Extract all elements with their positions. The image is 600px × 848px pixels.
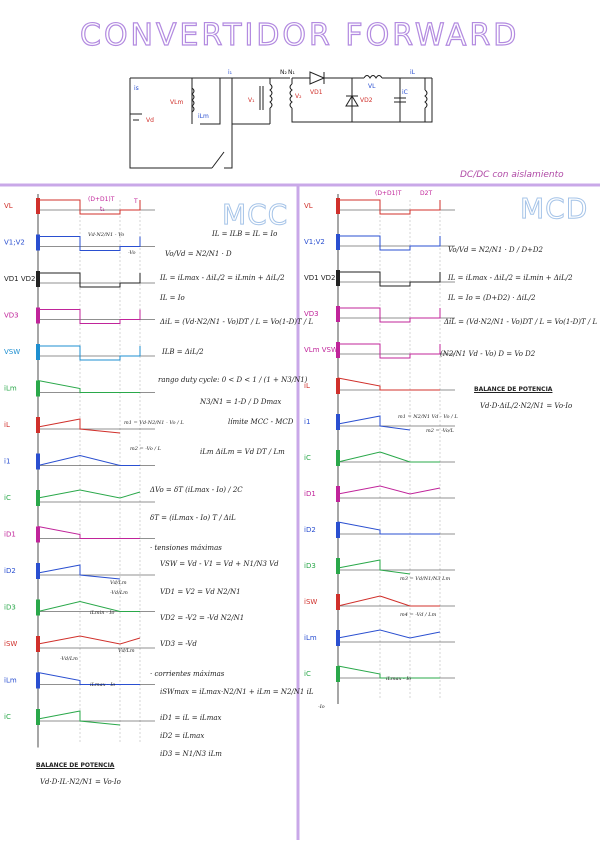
waveform-trace (38, 711, 120, 725)
waveform-trace (38, 237, 140, 251)
left-eq-13: VSW = Vd - V1 = Vd + N1/N3 Vd (160, 560, 279, 568)
left-dt-c: t₁ (100, 206, 105, 213)
right-ann-2: m3 = Vd/N1/N3 Lm (400, 576, 451, 582)
label-vlm: VLm (170, 99, 184, 106)
waveform-4 (4, 344, 155, 360)
waveform-label: iD2 (4, 567, 16, 575)
waveform-label: iD1 (304, 490, 316, 498)
label-il: iL (410, 69, 416, 76)
waveform-trace (38, 310, 140, 324)
left-dt-a: (D+D1)T (88, 196, 115, 203)
label-v2: V₂ (295, 93, 302, 100)
left-eq-1: Vo/Vd = N2/N1 · D (165, 250, 232, 258)
waveform-0 (304, 198, 455, 214)
waveform-trace (338, 596, 440, 606)
waveform-label: iD3 (304, 562, 316, 570)
right-balance-eq: Vd·D·ΔiL/2·N2/N1 = Vo·Io (480, 402, 573, 410)
waveform-trace (38, 602, 140, 612)
left-eq-10: ΔVo = δT (iLmax - Io) / 2C (150, 486, 243, 494)
right-eq-0: Vo/Vd = N2/N1 · D / D+D2 (448, 246, 543, 254)
left-eq-11: δT = (iLmax - Io) T / ΔiL (150, 514, 236, 522)
waveform-13 (4, 673, 155, 689)
left-eq-3: IL = Io (160, 294, 185, 302)
waveform-3 (4, 308, 155, 324)
waveform-trace (338, 522, 440, 534)
left-eq-18: iSWmax = iLmax·N2/N1 + iLm = N2/N1 iL (160, 688, 314, 696)
left-dt-b: T (134, 198, 138, 205)
waveform-2 (304, 270, 455, 286)
right-eq-3: ΔiL = (Vd·N2/N1 - Vo)DT / L = Vo(1-D)T / L (444, 318, 598, 326)
left-ann-6: Vd/Lm (118, 648, 135, 654)
axis-marker (36, 563, 40, 579)
label-vl: VL (368, 83, 376, 90)
mcc-heading: MCC (222, 198, 289, 231)
right-ann-4: iLmax - Io (386, 676, 412, 682)
waveform-5 (4, 381, 155, 397)
axis-marker (36, 600, 40, 616)
waveform-2 (4, 271, 155, 287)
waveform-trace (38, 673, 140, 685)
left-balance-title: BALANCE DE POTENCIA (36, 762, 115, 769)
label-ic: iC (402, 89, 408, 96)
right-eq-1: IL = iLmax - ΔiL/2 = iLmin + ΔiL/2 (448, 274, 573, 282)
waveform-label: VD1 VD2 (4, 275, 36, 283)
label-ilm: iLm (198, 113, 209, 120)
waveform-trace (38, 419, 120, 433)
label-i1: i₁ (228, 69, 233, 76)
right-dt-a: (D+D1)T (375, 190, 402, 197)
waveform-label: VLm VSW (304, 346, 338, 354)
left-eq-0: IL = ILB = IL = Io (212, 230, 278, 238)
label-vd1: VD1 (310, 89, 323, 96)
left-eq-2: IL = iLmax - ΔiL/2 = iLmin + ΔiL/2 (160, 274, 285, 282)
waveform-trace (338, 344, 440, 358)
left-eq-12: · tensiones máximas (150, 544, 222, 552)
waveform-label: iSW (304, 598, 318, 606)
left-eq-6: rango duty cycle: 0 < D < 1 / (1 + N3/N1) (158, 376, 308, 384)
left-eq-14: VD1 = V2 = Vd N2/N1 (160, 588, 241, 596)
waveform-label: iLm (4, 384, 17, 393)
label-vd: Vd (146, 117, 154, 124)
right-eq-4: (N2/N1 Vd - Vo) D = Vo D2 (440, 350, 536, 358)
waveform-label: iLm (304, 634, 317, 642)
circuit-diagram (120, 66, 440, 178)
axis-marker (336, 450, 340, 466)
left-ann-3: m2 = -Vo / L (130, 446, 161, 452)
left-eq-17: · corrientes máximas (150, 670, 225, 678)
waveform-trace (38, 490, 140, 498)
right-ann-1: m2 = -Vo/L (426, 428, 454, 434)
waveform-label: iD2 (304, 526, 316, 534)
label-vd2: VD2 (360, 97, 373, 104)
left-eq-4: ΔiL = (Vd·N2/N1 - Vo)DT / L = Vo(1-D)T / L (160, 318, 314, 326)
right-ann-0: m1 = N2/N1 Vd - Vo / L (398, 414, 458, 420)
left-ann-8: iLmax - Io (90, 682, 116, 688)
waveform-trace (338, 272, 440, 286)
waveform-label: VD3 (4, 311, 19, 320)
left-balance-eq: Vd·D·IL·N2/N1 = Vo·Io (40, 778, 121, 786)
waveform-14 (4, 709, 155, 725)
waveform-trace (38, 456, 140, 466)
left-eq-21: iD3 = N1/N3 iLm (160, 750, 222, 758)
waveform-12 (304, 630, 455, 646)
axis-marker (336, 558, 340, 574)
left-eq-19: iD1 = iL = iLmax (160, 714, 222, 722)
waveform-label: iC (4, 494, 11, 502)
label-n2: N₂ (280, 69, 287, 76)
left-ann-0: Vd·N2/N1 - Vo (88, 232, 125, 238)
page-title: CONVERTIDOR FORWARD (80, 18, 520, 53)
waveform-7 (4, 454, 155, 470)
label-is: is (134, 85, 139, 92)
waveform-label: iL (4, 421, 10, 429)
axis-marker (336, 414, 340, 430)
waveform-8 (304, 486, 455, 502)
waveform-trace (338, 200, 440, 214)
label-v1: V₁ (248, 97, 255, 104)
left-ann-4: Vd/Lm (110, 580, 127, 586)
subtitle: DC/DC con aislamiento (460, 170, 564, 180)
waveform-trace (38, 565, 120, 579)
waveform-9 (304, 522, 455, 538)
left-eq-5: ILB = ΔiL/2 (162, 348, 204, 356)
waveform-0 (4, 198, 155, 214)
axis-marker (36, 454, 40, 470)
waveform-label: iL (304, 382, 310, 390)
waveform-10 (304, 558, 455, 574)
waveform-label: VD3 (304, 310, 319, 318)
waveform-label: i1 (304, 418, 311, 426)
waveform-8 (4, 490, 155, 506)
axis-marker (36, 709, 40, 725)
left-ann-9: iLmin - Io (90, 610, 115, 616)
left-eq-15: VD2 = -V2 = -Vd N2/N1 (160, 614, 245, 622)
waveform-11 (4, 600, 155, 616)
axis-marker (336, 594, 340, 610)
waveform-trace (338, 378, 440, 390)
waveform-4 (304, 342, 455, 358)
waveform-label: i1 (4, 457, 11, 466)
left-eq-7: N3/N1 = 1-D / D Dmax (200, 398, 282, 406)
waveform-trace (38, 381, 140, 393)
waveform-1 (304, 234, 455, 250)
left-eq-20: iD2 = iLmax (160, 732, 205, 740)
waveform-trace (338, 560, 410, 574)
right-eq-2: IL = Io = (D+D2) · ΔiL/2 (448, 294, 536, 302)
waveform-trace (38, 346, 140, 360)
waveform-label: iC (304, 670, 311, 678)
waveform-label: VL (4, 202, 13, 210)
waveform-label: V1;V2 (304, 238, 325, 246)
waveform-label: VD1 VD2 (304, 274, 336, 282)
waveform-label: iC (304, 454, 311, 462)
waveform-label: iD1 (4, 530, 16, 539)
waveform-label: iC (4, 713, 11, 721)
right-waveforms (300, 190, 460, 720)
left-ann-1: -Vo (128, 250, 136, 256)
waveform-10 (4, 563, 155, 579)
left-eq-9: iLm ΔiLm = Vd DT / Lm (200, 448, 285, 456)
waveform-label: V1;V2 (4, 238, 25, 247)
waveform-trace (338, 486, 440, 494)
right-ann-5: -Io (318, 704, 325, 710)
right-ann-3: m4 = -Vd / Lm (400, 612, 437, 618)
waveform-label: VL (304, 202, 313, 210)
left-waveforms (0, 190, 160, 750)
waveform-trace (338, 452, 440, 462)
waveform-13 (304, 666, 455, 682)
waveform-11 (304, 594, 455, 610)
waveform-9 (4, 527, 155, 543)
right-balance-title: BALANCE DE POTENCIA (474, 386, 553, 393)
left-ann-5: -Vd/Lm (110, 590, 128, 596)
waveform-5 (304, 378, 455, 394)
waveform-trace (38, 273, 140, 287)
left-eq-16: VD3 = -Vd (160, 640, 197, 648)
left-eq-8: límite MCC - MCD (228, 418, 294, 426)
waveform-label: iLm (4, 676, 17, 685)
axis-marker (36, 417, 40, 433)
waveform-trace (338, 630, 440, 638)
waveform-trace (38, 636, 140, 644)
waveform-trace (338, 236, 440, 250)
waveform-label: VSW (4, 348, 21, 356)
waveform-7 (304, 450, 455, 466)
waveform-1 (4, 235, 155, 251)
left-ann-2: m1 = Vd·N2/N1 - Vo / L (124, 420, 184, 426)
left-ann-7: -Vd/Lm (60, 656, 78, 662)
waveform-trace (338, 308, 440, 322)
waveform-label: iD3 (4, 603, 16, 612)
label-n1: N₁ (288, 69, 295, 76)
waveform-3 (304, 306, 455, 322)
waveform-trace (38, 527, 140, 539)
right-dt-b: D2T (420, 190, 433, 197)
mcd-heading: MCD (520, 192, 589, 225)
waveform-label: iSW (4, 640, 18, 648)
